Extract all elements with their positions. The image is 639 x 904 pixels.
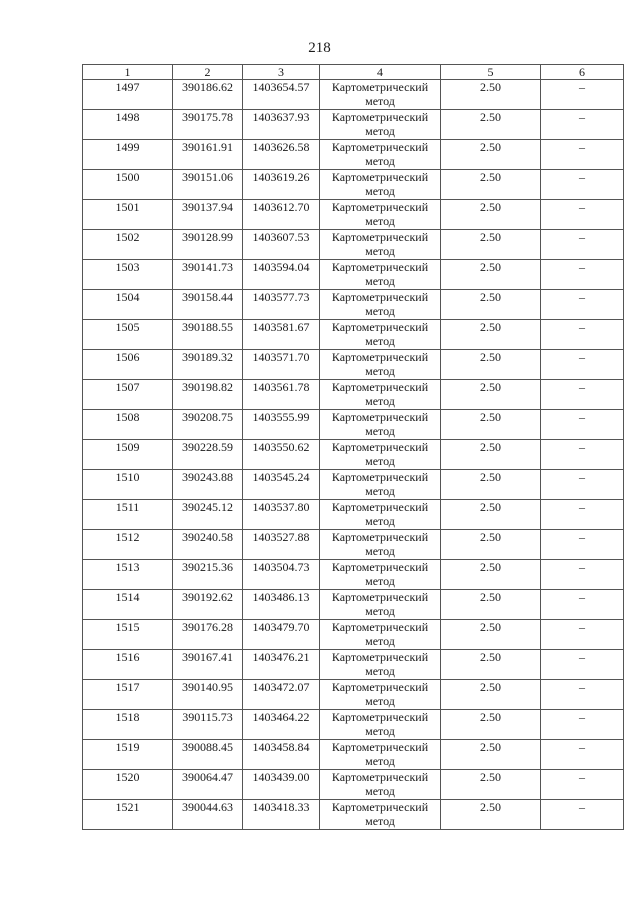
accuracy-cell: 2.50: [441, 290, 541, 320]
method-word: метод: [365, 754, 395, 768]
note-cell: –: [541, 350, 624, 380]
y-coordinate-cell: 1403527.88: [243, 530, 320, 560]
x-coordinate-cell: 390064.47: [173, 770, 243, 800]
point-number-cell: 1510: [83, 470, 173, 500]
method-word: метод: [365, 634, 395, 648]
y-coordinate-cell: 1403607.53: [243, 230, 320, 260]
y-coordinate-cell: 1403537.80: [243, 500, 320, 530]
accuracy-cell: 2.50: [441, 680, 541, 710]
method-cell: [320, 590, 441, 620]
point-number-cell: 1511: [83, 500, 173, 530]
method-word: метод: [365, 154, 395, 168]
method-name: Картометрический: [331, 170, 429, 184]
note-cell: –: [541, 290, 624, 320]
y-coordinate-cell: 1403545.24: [243, 470, 320, 500]
method-word: метод: [365, 544, 395, 558]
method-cell: [320, 350, 441, 380]
method-word: метод: [365, 424, 395, 438]
x-coordinate-cell: 390115.73: [173, 710, 243, 740]
note-cell: –: [541, 470, 624, 500]
accuracy-cell: 2.50: [441, 800, 541, 830]
table-row: [83, 470, 624, 500]
method-name: Картометрический: [331, 230, 429, 244]
point-number-cell: 1499: [83, 140, 173, 170]
method-name: Картометрический: [331, 590, 429, 604]
table-row: [83, 140, 624, 170]
accuracy-cell: 2.50: [441, 560, 541, 590]
y-coordinate-cell: 1403472.07: [243, 680, 320, 710]
table-header-row: [83, 65, 624, 80]
method-name: Картометрический: [331, 350, 429, 364]
method-cell: [320, 470, 441, 500]
method-name: Картометрический: [331, 320, 429, 334]
method-word: метод: [365, 514, 395, 528]
point-number-cell: 1512: [83, 530, 173, 560]
method-cell: [320, 710, 441, 740]
method-word: метод: [365, 124, 395, 138]
table-row: [83, 800, 624, 830]
x-coordinate-cell: 390140.95: [173, 680, 243, 710]
method-word: метод: [365, 604, 395, 618]
method-name: Картометрический: [331, 680, 429, 694]
method-cell: [320, 800, 441, 830]
method-word: метод: [365, 664, 395, 678]
y-coordinate-cell: 1403439.00: [243, 770, 320, 800]
accuracy-cell: 2.50: [441, 140, 541, 170]
method-word: метод: [365, 334, 395, 348]
note-cell: –: [541, 200, 624, 230]
point-number-cell: 1508: [83, 410, 173, 440]
page-number: 218: [308, 40, 331, 56]
column-header: 4: [320, 65, 441, 80]
point-number-cell: 1515: [83, 620, 173, 650]
accuracy-cell: 2.50: [441, 230, 541, 260]
accuracy-cell: 2.50: [441, 380, 541, 410]
column-header: 6: [541, 65, 624, 80]
x-coordinate-cell: 390128.99: [173, 230, 243, 260]
note-cell: –: [541, 800, 624, 830]
table-row: [83, 500, 624, 530]
y-coordinate-cell: 1403612.70: [243, 200, 320, 230]
accuracy-cell: 2.50: [441, 80, 541, 110]
point-number-cell: 1507: [83, 380, 173, 410]
note-cell: –: [541, 590, 624, 620]
method-name: Картометрический: [331, 80, 429, 94]
method-cell: [320, 230, 441, 260]
point-number-cell: 1520: [83, 770, 173, 800]
method-cell: [320, 530, 441, 560]
method-word: метод: [365, 724, 395, 738]
method-cell: [320, 740, 441, 770]
note-cell: –: [541, 620, 624, 650]
note-cell: –: [541, 560, 624, 590]
method-word: метод: [365, 364, 395, 378]
method-cell: [320, 80, 441, 110]
table-row: [83, 680, 624, 710]
method-word: метод: [365, 784, 395, 798]
note-cell: –: [541, 500, 624, 530]
table-row: [83, 110, 624, 140]
accuracy-cell: 2.50: [441, 320, 541, 350]
point-number-cell: 1519: [83, 740, 173, 770]
table-row: [83, 170, 624, 200]
method-cell: [320, 560, 441, 590]
method-name: Картометрический: [331, 200, 429, 214]
method-cell: [320, 260, 441, 290]
table-row: [83, 770, 624, 800]
point-number-cell: 1503: [83, 260, 173, 290]
y-coordinate-cell: 1403464.22: [243, 710, 320, 740]
note-cell: –: [541, 110, 624, 140]
table-body: [83, 80, 624, 830]
y-coordinate-cell: 1403561.78: [243, 380, 320, 410]
x-coordinate-cell: 390176.28: [173, 620, 243, 650]
method-cell: [320, 650, 441, 680]
table-row: [83, 710, 624, 740]
accuracy-cell: 2.50: [441, 500, 541, 530]
accuracy-cell: 2.50: [441, 110, 541, 140]
note-cell: –: [541, 260, 624, 290]
x-coordinate-cell: 390189.32: [173, 350, 243, 380]
x-coordinate-cell: 390188.55: [173, 320, 243, 350]
y-coordinate-cell: 1403458.84: [243, 740, 320, 770]
method-name: Картометрический: [331, 470, 429, 484]
method-cell: [320, 140, 441, 170]
y-coordinate-cell: 1403571.70: [243, 350, 320, 380]
y-coordinate-cell: 1403581.67: [243, 320, 320, 350]
method-word: метод: [365, 244, 395, 258]
point-number-cell: 1514: [83, 590, 173, 620]
point-number-cell: 1497: [83, 80, 173, 110]
note-cell: –: [541, 650, 624, 680]
accuracy-cell: 2.50: [441, 770, 541, 800]
accuracy-cell: 2.50: [441, 440, 541, 470]
table-row: [83, 530, 624, 560]
accuracy-cell: 2.50: [441, 200, 541, 230]
method-name: Картометрический: [331, 440, 429, 454]
x-coordinate-cell: 390151.06: [173, 170, 243, 200]
x-coordinate-cell: 390175.78: [173, 110, 243, 140]
method-name: Картометрический: [331, 290, 429, 304]
y-coordinate-cell: 1403418.33: [243, 800, 320, 830]
accuracy-cell: 2.50: [441, 470, 541, 500]
method-cell: [320, 440, 441, 470]
y-coordinate-cell: 1403654.57: [243, 80, 320, 110]
note-cell: –: [541, 710, 624, 740]
point-number-cell: 1518: [83, 710, 173, 740]
note-cell: –: [541, 440, 624, 470]
point-number-cell: 1513: [83, 560, 173, 590]
method-word: метод: [365, 94, 395, 108]
coordinates-table: [82, 64, 624, 830]
point-number-cell: 1516: [83, 650, 173, 680]
method-word: метод: [365, 214, 395, 228]
method-word: метод: [365, 484, 395, 498]
point-number-cell: 1504: [83, 290, 173, 320]
table-row: [83, 380, 624, 410]
table-row: [83, 650, 624, 680]
column-header: 2: [173, 65, 243, 80]
y-coordinate-cell: 1403637.93: [243, 110, 320, 140]
method-name: Картометрический: [331, 260, 429, 274]
method-word: метод: [365, 394, 395, 408]
note-cell: –: [541, 410, 624, 440]
accuracy-cell: 2.50: [441, 170, 541, 200]
point-number-cell: 1509: [83, 440, 173, 470]
method-name: Картометрический: [331, 530, 429, 544]
accuracy-cell: 2.50: [441, 410, 541, 440]
x-coordinate-cell: 390240.58: [173, 530, 243, 560]
method-word: метод: [365, 694, 395, 708]
x-coordinate-cell: 390215.36: [173, 560, 243, 590]
method-name: Картометрический: [331, 740, 429, 754]
note-cell: –: [541, 230, 624, 260]
note-cell: –: [541, 530, 624, 560]
accuracy-cell: 2.50: [441, 350, 541, 380]
table-row: [83, 260, 624, 290]
y-coordinate-cell: 1403479.70: [243, 620, 320, 650]
table-row: [83, 200, 624, 230]
x-coordinate-cell: 390192.62: [173, 590, 243, 620]
y-coordinate-cell: 1403626.58: [243, 140, 320, 170]
point-number-cell: 1521: [83, 800, 173, 830]
point-number-cell: 1505: [83, 320, 173, 350]
method-word: метод: [365, 574, 395, 588]
point-number-cell: 1498: [83, 110, 173, 140]
x-coordinate-cell: 390141.73: [173, 260, 243, 290]
point-number-cell: 1500: [83, 170, 173, 200]
method-name: Картометрический: [331, 620, 429, 634]
accuracy-cell: 2.50: [441, 740, 541, 770]
x-coordinate-cell: 390198.82: [173, 380, 243, 410]
table-row: [83, 410, 624, 440]
method-cell: [320, 320, 441, 350]
method-name: Картометрический: [331, 500, 429, 514]
method-name: Картометрический: [331, 140, 429, 154]
method-name: Картометрический: [331, 770, 429, 784]
method-cell: [320, 290, 441, 320]
y-coordinate-cell: 1403486.13: [243, 590, 320, 620]
y-coordinate-cell: 1403504.73: [243, 560, 320, 590]
note-cell: –: [541, 320, 624, 350]
method-cell: [320, 170, 441, 200]
accuracy-cell: 2.50: [441, 710, 541, 740]
method-cell: [320, 620, 441, 650]
x-coordinate-cell: 390137.94: [173, 200, 243, 230]
note-cell: –: [541, 140, 624, 170]
point-number-cell: 1517: [83, 680, 173, 710]
x-coordinate-cell: 390167.41: [173, 650, 243, 680]
column-header: 1: [83, 65, 173, 80]
table-row: [83, 290, 624, 320]
x-coordinate-cell: 390243.88: [173, 470, 243, 500]
point-number-cell: 1501: [83, 200, 173, 230]
table-row: [83, 320, 624, 350]
method-word: метод: [365, 304, 395, 318]
method-cell: [320, 500, 441, 530]
accuracy-cell: 2.50: [441, 590, 541, 620]
y-coordinate-cell: 1403555.99: [243, 410, 320, 440]
note-cell: –: [541, 170, 624, 200]
column-header: 3: [243, 65, 320, 80]
table-row: [83, 440, 624, 470]
column-header: 5: [441, 65, 541, 80]
table-row: [83, 740, 624, 770]
method-cell: [320, 110, 441, 140]
x-coordinate-cell: 390161.91: [173, 140, 243, 170]
point-number-cell: 1502: [83, 230, 173, 260]
table-row: [83, 350, 624, 380]
point-number-cell: 1506: [83, 350, 173, 380]
table-row: [83, 230, 624, 260]
method-word: метод: [365, 814, 395, 828]
method-name: Картометрический: [331, 710, 429, 724]
note-cell: –: [541, 770, 624, 800]
y-coordinate-cell: 1403594.04: [243, 260, 320, 290]
x-coordinate-cell: 390208.75: [173, 410, 243, 440]
table-row: [83, 590, 624, 620]
x-coordinate-cell: 390044.63: [173, 800, 243, 830]
x-coordinate-cell: 390228.59: [173, 440, 243, 470]
method-name: Картометрический: [331, 650, 429, 664]
method-cell: [320, 200, 441, 230]
method-word: метод: [365, 454, 395, 468]
method-name: Картометрический: [331, 800, 429, 814]
table-row: [83, 620, 624, 650]
table-row: [83, 560, 624, 590]
accuracy-cell: 2.50: [441, 530, 541, 560]
accuracy-cell: 2.50: [441, 620, 541, 650]
x-coordinate-cell: 390088.45: [173, 740, 243, 770]
x-coordinate-cell: 390158.44: [173, 290, 243, 320]
y-coordinate-cell: 1403577.73: [243, 290, 320, 320]
method-cell: [320, 380, 441, 410]
method-name: Картометрический: [331, 410, 429, 424]
x-coordinate-cell: 390186.62: [173, 80, 243, 110]
method-word: метод: [365, 184, 395, 198]
method-name: Картометрический: [331, 110, 429, 124]
y-coordinate-cell: 1403550.62: [243, 440, 320, 470]
note-cell: –: [541, 80, 624, 110]
method-name: Картометрический: [331, 380, 429, 394]
note-cell: –: [541, 380, 624, 410]
method-cell: [320, 680, 441, 710]
note-cell: –: [541, 740, 624, 770]
method-cell: [320, 410, 441, 440]
accuracy-cell: 2.50: [441, 650, 541, 680]
method-cell: [320, 770, 441, 800]
y-coordinate-cell: 1403619.26: [243, 170, 320, 200]
method-word: метод: [365, 274, 395, 288]
accuracy-cell: 2.50: [441, 260, 541, 290]
table-row: [83, 80, 624, 110]
note-cell: –: [541, 680, 624, 710]
y-coordinate-cell: 1403476.21: [243, 650, 320, 680]
x-coordinate-cell: 390245.12: [173, 500, 243, 530]
method-name: Картометрический: [331, 560, 429, 574]
